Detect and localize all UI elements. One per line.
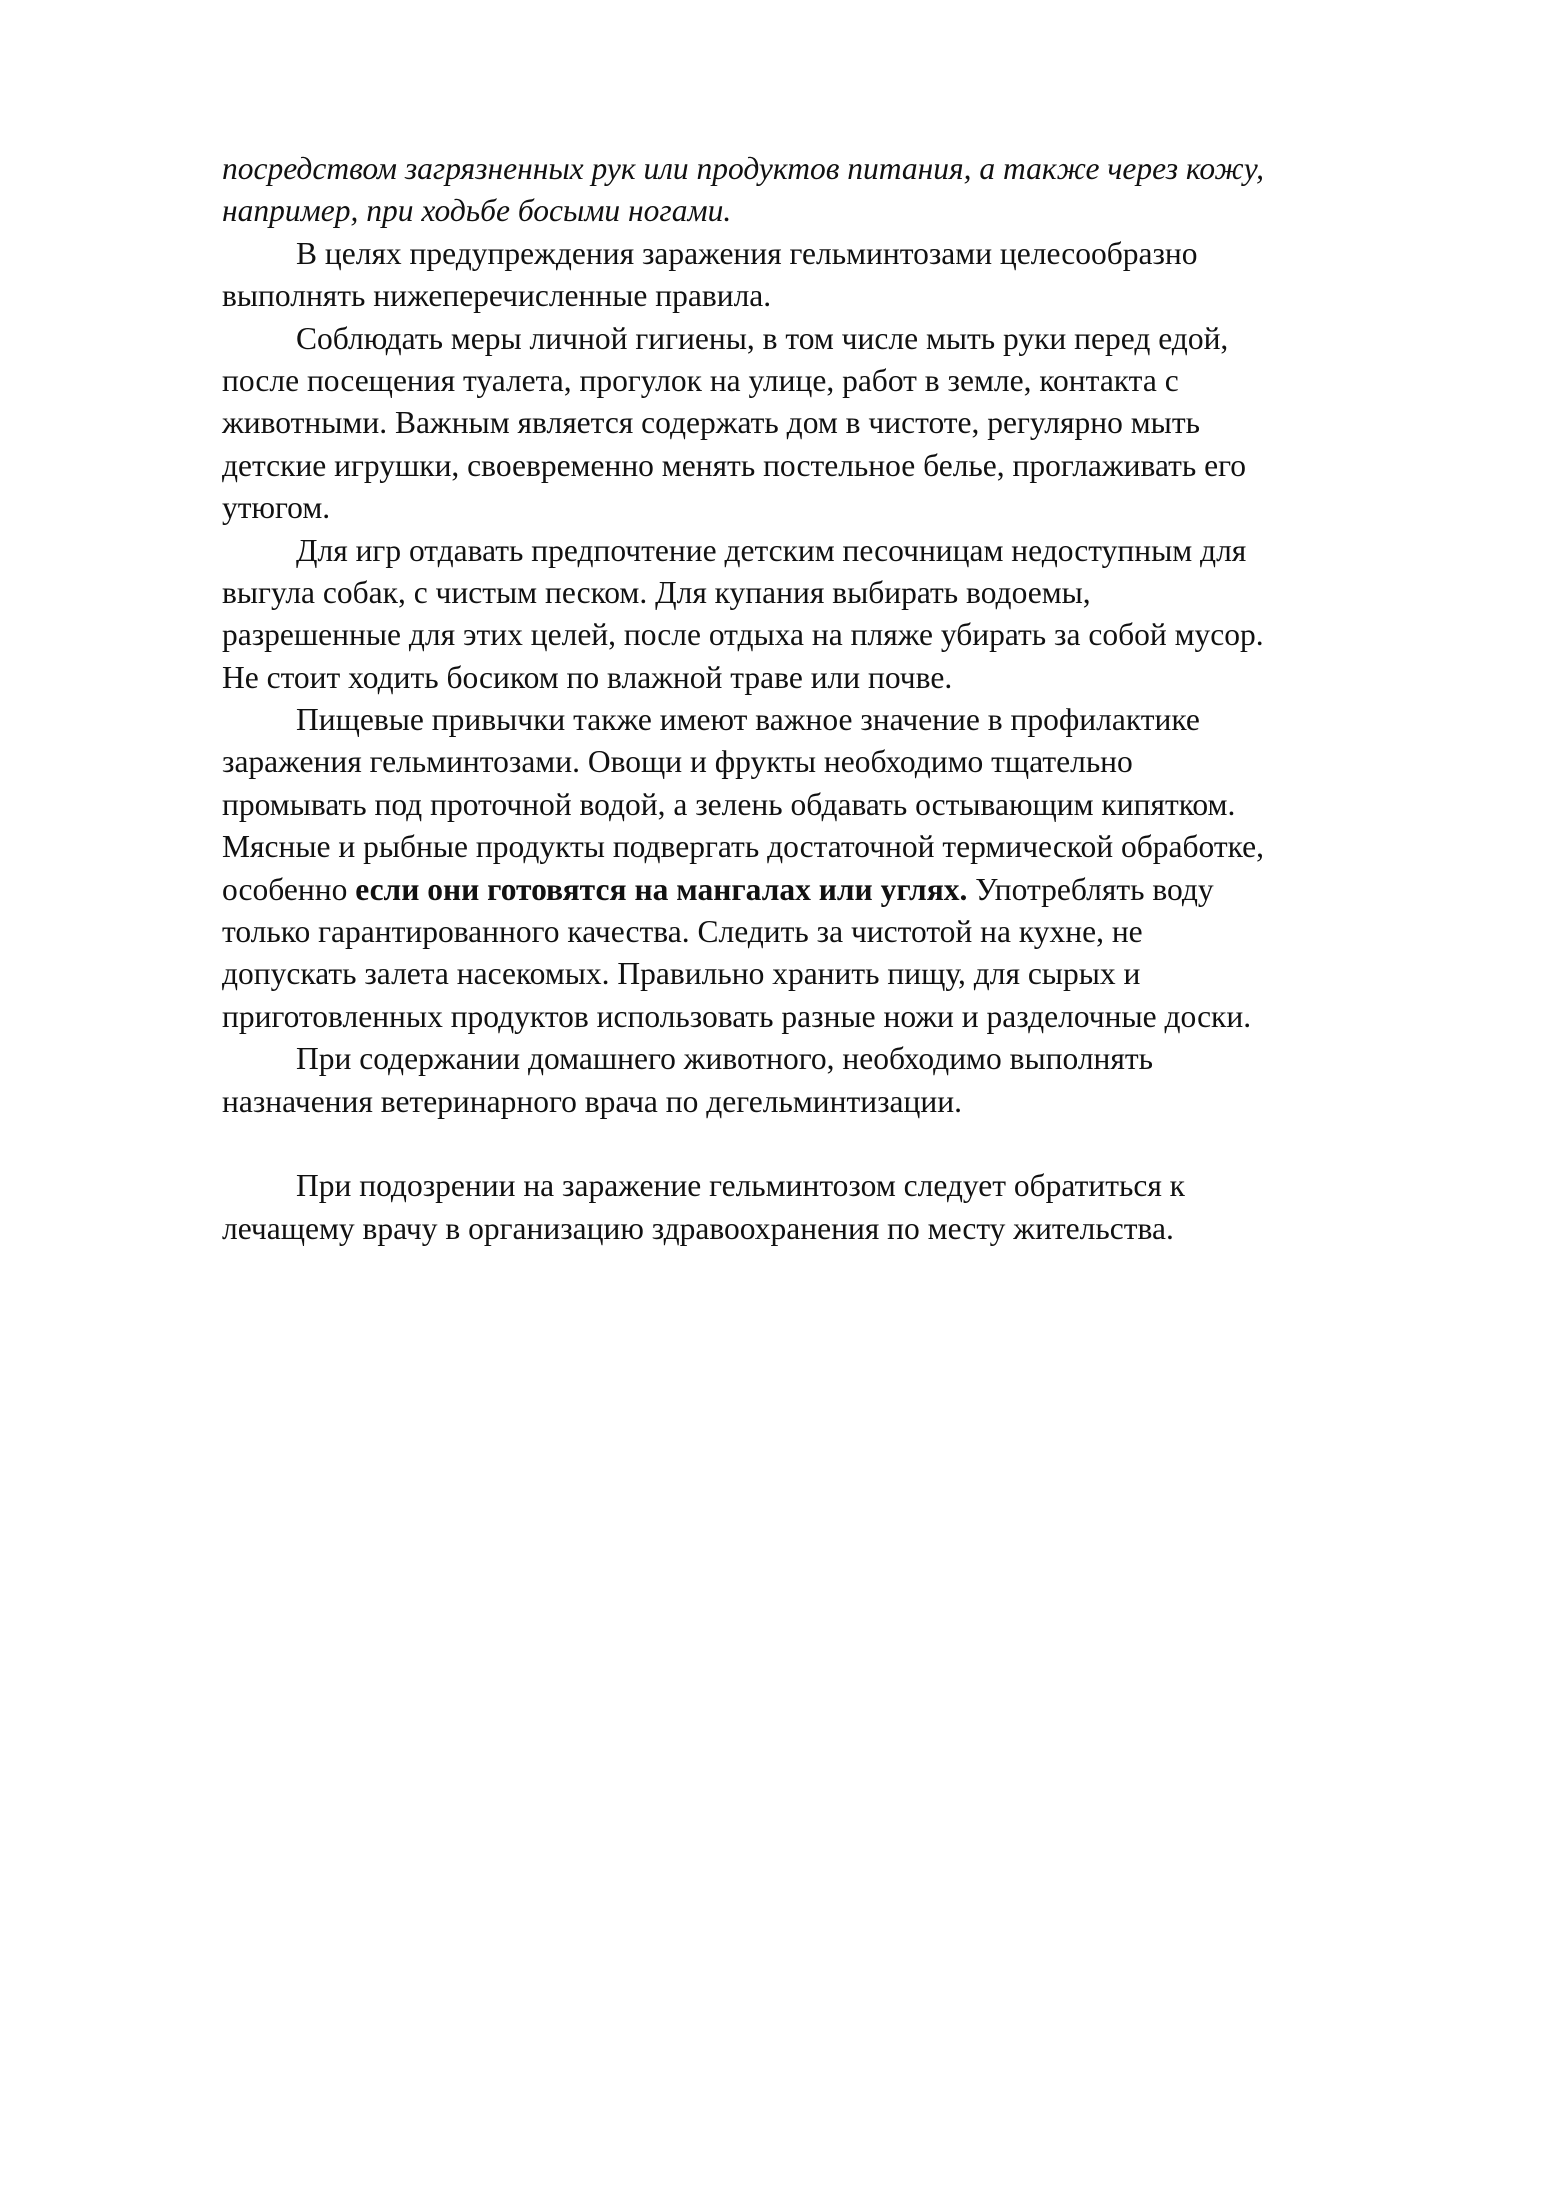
paragraph-play-and-bathing xyxy=(222,530,1407,700)
text-line: посредством загрязненных рук или продуктов питания, а также через кожу, xyxy=(222,151,1264,186)
text-line: приготовленных продуктов использовать разные ножи и разделочные доски. xyxy=(222,998,1252,1034)
text-line: При содержании домашнего животного, необходимо выполнять xyxy=(296,1041,1154,1077)
paragraph-see-doctor xyxy=(222,1165,1407,1250)
text-line: При подозрении на заражение гельминтозом следует обратиться к xyxy=(296,1168,1185,1204)
text-line: Для игр отдавать предпочтение детским песочницам недоступным для xyxy=(296,532,1247,568)
text-line: заражения гельминтозами. Овощи и фрукты необходимо тщательно xyxy=(222,744,1133,780)
text-line: выгула собак, с чистым песком. Для купания выбирать водоемы, xyxy=(222,574,1091,610)
paragraph-pets xyxy=(222,1038,1407,1123)
text-line-mixed xyxy=(222,869,1407,911)
text-line: детские игрушки, своевременно менять постельное белье, проглаживать его xyxy=(222,447,1247,483)
document-body xyxy=(222,148,1407,1250)
text-line: разрешенные для этих целей, после отдыха на пляже убирать за собой мусор. xyxy=(222,617,1264,653)
text-line: Не стоит ходить босиком по влажной траве или почве. xyxy=(222,659,953,695)
text-line: животными. Важным является содержать дом в чистоте, регулярно мыть xyxy=(222,405,1200,441)
text-line: допускать залета насекомых. Правильно хранить пищу, для сырых и xyxy=(222,956,1141,992)
text-line: В целях предупреждения заражения гельминтозами целесообразно xyxy=(296,235,1198,271)
text-line: Соблюдать меры личной гигиены, в том числе мыть руки перед едой, xyxy=(296,320,1229,356)
bold-text-segment: если они готовятся на мангалах или углях. xyxy=(355,871,968,907)
text-line: только гарантированного качества. Следить за чистотой на кухне, не xyxy=(222,914,1143,950)
text-line: Мясные и рыбные продукты подвергать достаточной термической обработке, xyxy=(222,829,1264,865)
text-line: назначения ветеринарного врача по дегельминтизации. xyxy=(222,1083,962,1119)
text-segment: особенно xyxy=(222,871,356,907)
text-line: утюгом. xyxy=(222,490,331,526)
paragraph-food-habits xyxy=(222,699,1407,1038)
text-line: например, при ходьбе босыми ногами. xyxy=(222,193,732,229)
blank-line xyxy=(222,1123,1407,1165)
text-line: после посещения туалета, прогулок на улице, работ в земле, контакта с xyxy=(222,362,1179,398)
text-line: Пищевые привычки также имеют важное значение в профилактике xyxy=(296,702,1200,738)
text-line: лечащему врачу в организацию здравоохранения по месту жительства. xyxy=(222,1210,1174,1246)
paragraph-personal-hygiene xyxy=(222,318,1407,530)
text-segment: Употреблять воду xyxy=(967,871,1214,907)
intro-italic-paragraph xyxy=(222,148,1407,233)
text-line: выполнять нижеперечисленные правила. xyxy=(222,278,772,314)
text-line: промывать под проточной водой, а зелень обдавать остывающим кипятком. xyxy=(222,786,1236,822)
paragraph-prevention-intro xyxy=(222,233,1407,318)
